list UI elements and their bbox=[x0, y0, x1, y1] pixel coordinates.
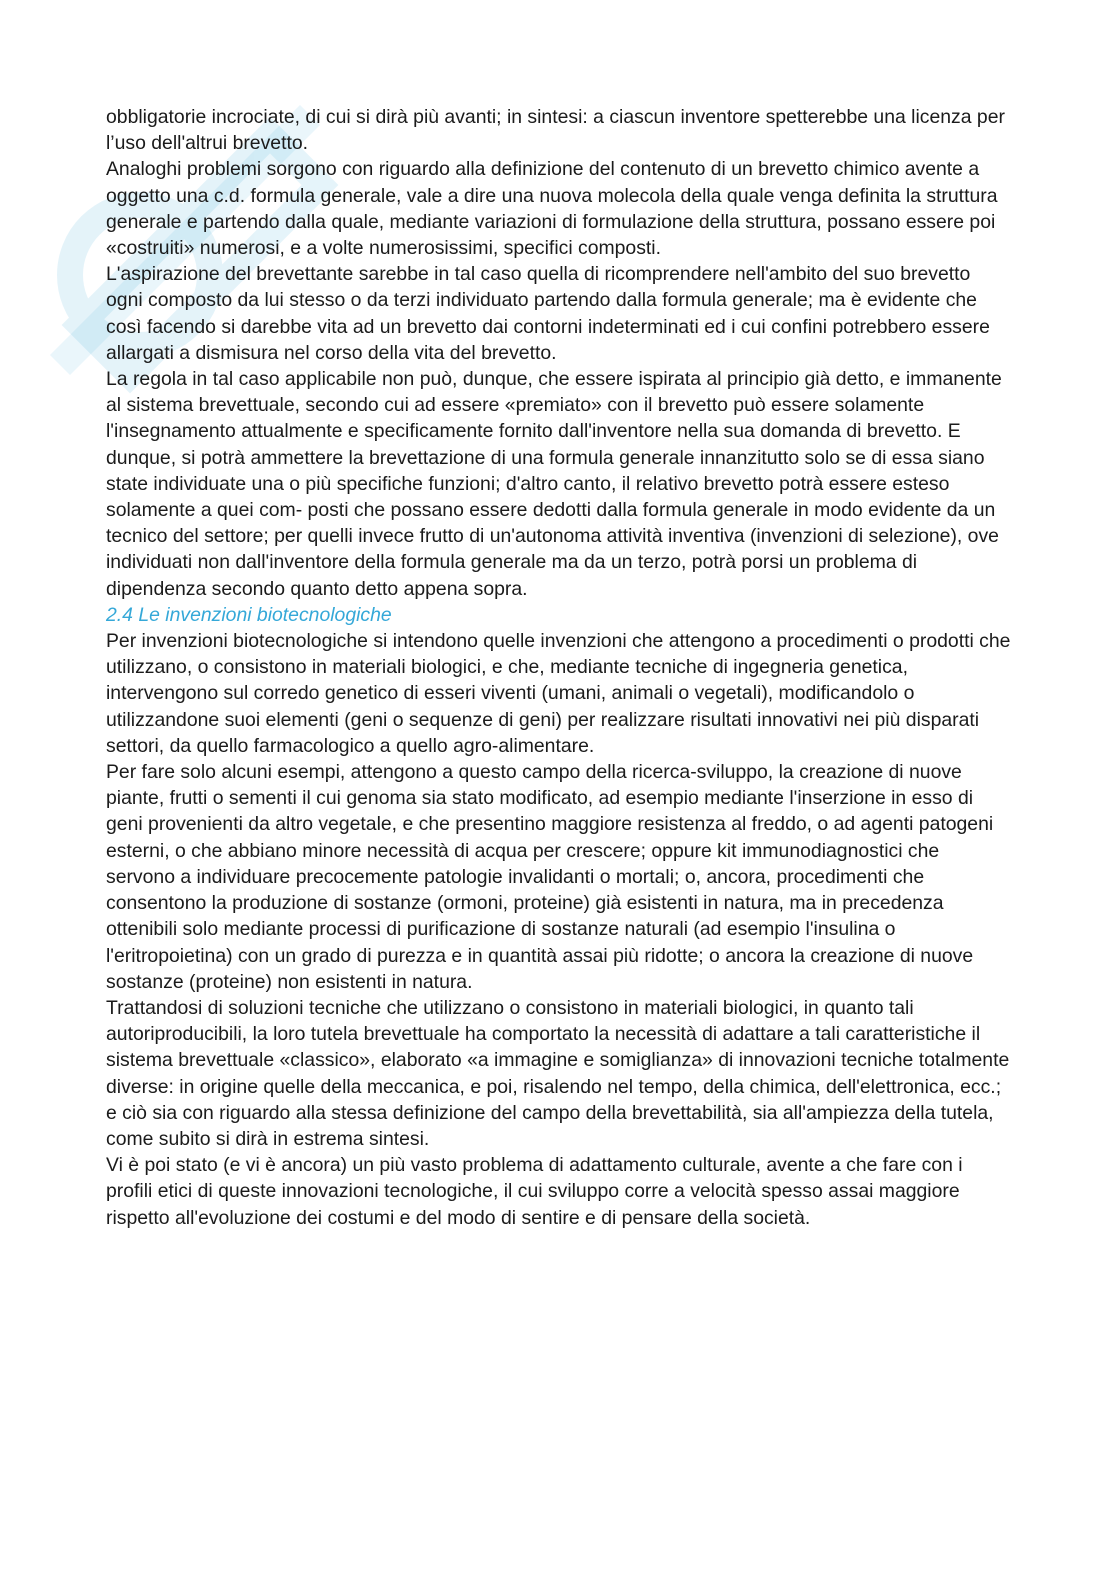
section-heading: 2.4 Le invenzioni biotecnologiche bbox=[106, 603, 392, 626]
paragraph-5: Per invenzioni biotecnologiche si intendono quelle invenzioni che attengono a procedimenti o prodotti che utilizzano, o consistono in materiali biologici, e che, mediante tecniche di ingegneria genetica, intervengono sul corredo genetico di esseri viventi (umani, animali o vegetali), modificandolo o utilizzandone suoi elementi (geni o sequenze di geni) per realizzare risultati innovativi nei più disparati settori, da quello farmacologico a quello agro-alimentare. bbox=[106, 630, 1011, 757]
paragraph-7: Trattandosi di soluzioni tecniche che utilizzano o consistono in materiali biologici, in quanto tali autoriproducibili, la loro tutela brevettuale ha comportato la necessità di adattare a tali caratteristiche il sistema brevettuale «classico», elaborato «a immagine e somiglianza» di innovazioni tecniche totalmente diverse: in origine quelle della meccanica, e poi, risalendo nel tempo, della chimica, dell'elettronica, ecc.; e ciò sia con riguardo alla stessa definizione del campo della brevettabilità, sia all'ampiezza della tutela, come subito si dirà in estrema sintesi. bbox=[106, 996, 1010, 1150]
paragraph-8: Vi è poi stato (e vi è ancora) un più vasto problema di adattamento culturale, avente a che fare con i profili etici di queste innovazioni tecnologiche, il cui sviluppo corre a velocità spesso assai maggiore rispetto all'evoluzione dei costumi e del modo di sentire e di pensare della società. bbox=[106, 1154, 963, 1229]
paragraph-2: Analoghi problemi sorgono con riguardo alla definizione del contenuto di un brevetto chimico avente a oggetto una c.d. formula generale, vale a dire una nuova molecola della quale venga definita la struttura generale e partendo dalla quale, mediante variazioni di formulazione della struttura, possano essere poi «costruiti» numerosi, e a volte numerosissimi, specifici composti. bbox=[106, 158, 998, 260]
paragraph-4: La regola in tal caso applicabile non può, dunque, che essere ispirata al principio già detto, e immanente al sistema brevettuale, secondo cui ad essere «premiato» con il brevetto può essere solamente l'insegnamento attualmente e specificamente fornito dall'inventore nella sua domanda di brevetto. E dunque, si potrà ammettere la brevettazione di una formula generale innanzitutto solo se di essa siano state individuate una o più specifiche funzioni; d'altro canto, il relativo brevetto potrà essere esteso solamente a quei com- posti che possano essere dedotti dalla formula generale in modo evidente da un tecnico del settore; per quelli invece frutto di un'autonoma attività inventiva (invenzioni di selezione), ove individuati non dall'inventore della formula generale ma da un terzo, potrà porsi un problema di dipendenza secondo quanto detto appena sopra. bbox=[106, 368, 1002, 600]
paragraph-3: L'aspirazione del brevettante sarebbe in tal caso quella di ricomprendere nell'ambito del suo brevetto ogni composto da lui stesso o da terzi individuato partendo dalla formula generale; ma è evidente che così facendo si darebbe vita ad un brevetto dai contorni indeterminati ed i cui confini potrebbero essere allargati a dismisura nel corso della vita del brevetto. bbox=[106, 263, 990, 364]
document-body bbox=[106, 104, 1011, 1231]
paragraph-1: obbligatorie incrociate, di cui si dirà più avanti; in sintesi: a ciascun inventore spetterebbe una licenza per l’uso dell'altrui brevetto. bbox=[106, 106, 1005, 155]
paragraph-6: Per fare solo alcuni esempi, attengono a questo campo della ricerca-sviluppo, la creazione di nuove piante, frutti o sementi il cui genoma sia stato modificato, ad esempio mediante l'inserzione in esso di geni provenienti da altro vegetale, e che presentino maggiore resistenza al freddo, o ad agenti patogeni esterni, o che abbiano minore necessità di acqua per crescere; oppure kit immunodiagnostici che servono a individuare precocemente patologie invalidanti o mortali; o, ancora, procedimenti che consentono la produzione di sostanze (ormoni, proteine) già esistenti in natura, ma in precedenza ottenibili solo mediante processi di purificazione di sostanze naturali (ad esempio l'insulina o l'eritropoietina) con un grado di purezza e in quantità assai più ridotte; o ancora la creazione di nuove sostanze (proteine) non esistenti in natura. bbox=[106, 761, 994, 993]
